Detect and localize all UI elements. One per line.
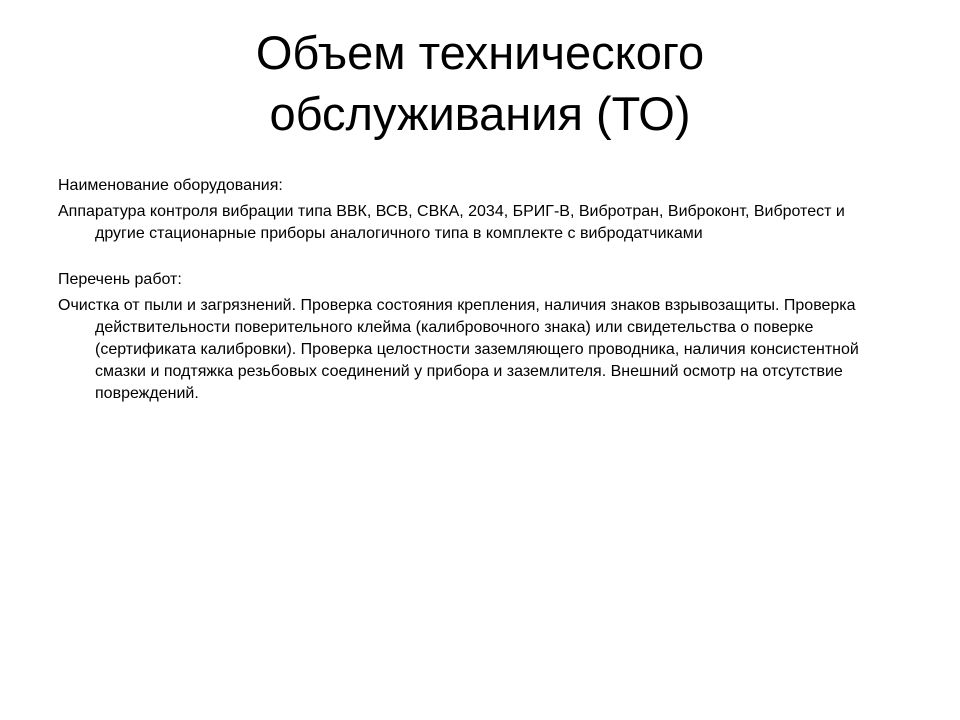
slide-body (58, 175, 878, 409)
works-heading: Перечень работ: (58, 271, 182, 288)
equipment-text: Аппаратура контроля вибрации типа ВВК, ВСВ, СВКА, 2034, БРИГ-В, Вибротран, Виброконт, Вибротест и другие стационарные приборы аналогичного типа в комплекте с вибродатчиками (58, 203, 845, 242)
slide-title: Объем технического обслуживания (ТО) (255, 26, 705, 140)
works-text: Очистка от пыли и загрязнений. Проверка состояния крепления, наличия знаков взрывозащиты. Проверка действительности поверительного клейма (калибровочного знака) или свидетельства о поверке (сертификата калибровки). Проверка целостности заземляющего проводника, наличия консистентной смазки и подтяжка резьбовых соединений у прибора и заземлителя. Внешний осмотр на отсутствие повреждений. (58, 297, 859, 402)
equipment-heading: Наименование оборудования: (58, 177, 283, 194)
section-spacer (58, 249, 878, 269)
